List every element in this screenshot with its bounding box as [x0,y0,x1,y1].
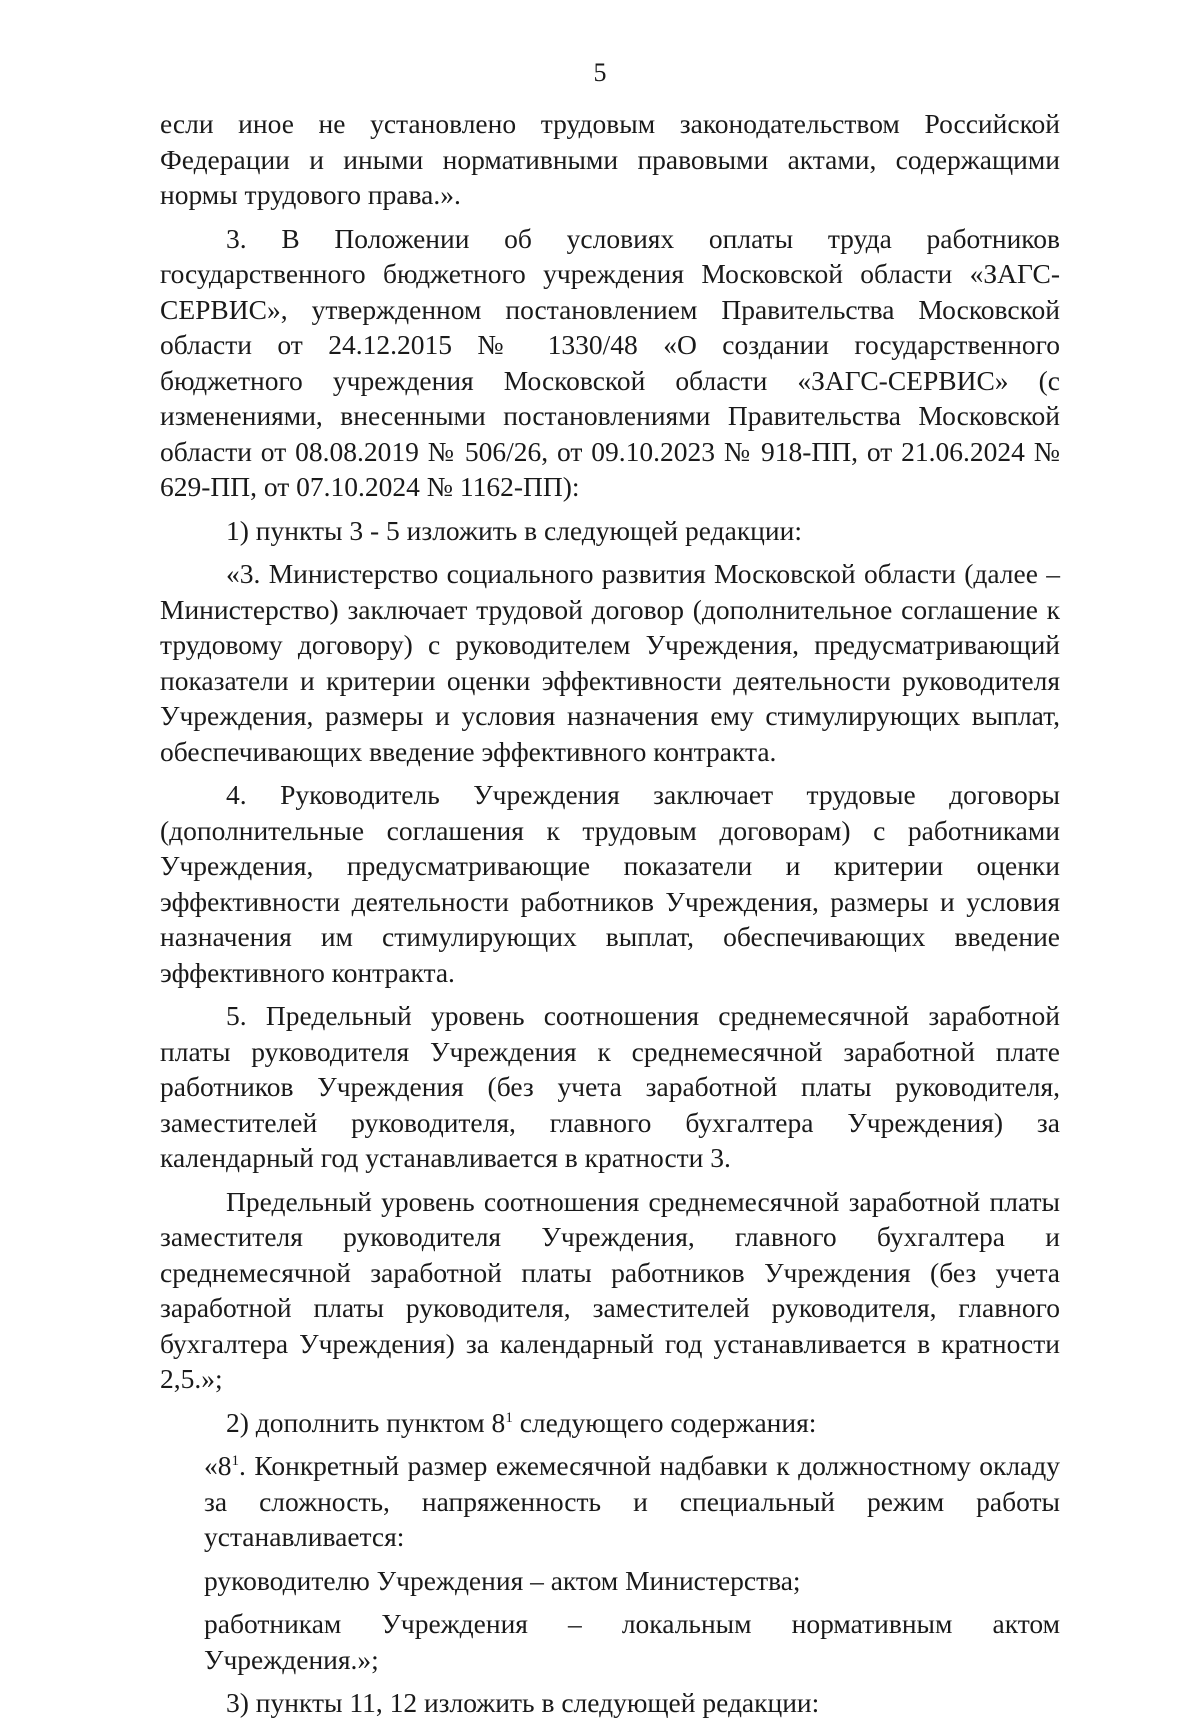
page-number: 5 [593,58,607,87]
paragraph-staff-rule: работникам Учреждения – локальным нормативным актом Учреждения.»; [204,1608,1060,1675]
paragraph-subitem-2 [160,1405,1060,1441]
point-8-1-text-end: . Конкретный размер ежемесячной надбавки к должностному окладу за сложность, напряженность и специальный режим работы устанавливается: [204,1450,1060,1552]
superscript: 1 [505,1409,513,1426]
superscript: 1 [231,1452,239,1469]
point-8-1-text-start: «8 [204,1450,232,1481]
paragraph-point-5-part-2: Предельный уровень соотношения среднемесячной заработной платы заместителя руководителя Учреждения, главного бухгалтера и среднемесячной заработной платы работников Учреждения (без учета заработной платы руководителя, заместителей руководителя, главного бухгалтера Учреждения) за календарный год устанавливается в кратности 2,5.»; [160,1185,1060,1394]
paragraph-point-5: 5. Предельный уровень соотношения среднемесячной заработной платы руководителя Учреждения к среднемесячной заработной плате работников Учреждения (без учета заработной платы руководителя, заместителей руководителя, главного бухгалтера Учреждения) за календарный год устанавливается в кратности 3. [160,1000,1060,1173]
paragraph-item-3: 3. В Положении об условиях оплаты труда работников государственного бюджетного учреждения Московской области «ЗАГС-СЕРВИС», утвержденном постановлением Правительства Московской области от 24.12.2015 № 1330/48 «О создании государственного бюджетного учреждения Московской области «ЗАГС-СЕРВИС» (с изменениями, внесенными постановлениями Правительства Московской области от 08.08.2019 № 506/26, от 09.10.2023 № 918-ПП, от 21.06.2024 № 629-ПП, от 07.10.2024 № 1162-ПП): [160,222,1060,502]
document-body [160,106,1060,1721]
paragraph-continuation: если иное не установлено трудовым законодательством Российской Федерации и иными нормативными правовыми актами, содержащими нормы трудового права.». [160,108,1060,210]
paragraph-point-8-1 [160,1448,1060,1555]
paragraph-subitem-3: 3) пункты 11, 12 изложить в следующей редакции: [226,1687,820,1718]
paragraph-subitem-1: 1) пункты 3 - 5 изложить в следующей редакции: [226,514,802,546]
paragraph-head-rule: руководителю Учреждения – актом Министерства; [204,1564,801,1596]
paragraph-point-4: 4. Руководитель Учреждения заключает трудовые договоры (дополнительные соглашения к трудовым договорам) с работниками Учреждения, предусматривающие показатели и критерии оценки эффективности деятельности работников Учреждения, размеры и условия назначения им стимулирующих выплат, обеспечивающих введение эффективного контракта. [160,779,1060,988]
paragraph-point-3: «3. Министерство социального развития Московской области (далее – Министерство) заключает трудовой договор (дополнительное соглашение к трудовому договору) с руководителем Учреждения, предусматривающий показатели и критерии оценки эффективности деятельности руководителя Учреждения, размеры и условия назначения ему стимулирующих выплат, обеспечивающих введение эффективного контракта. [160,558,1060,767]
subitem-2-text-start: 2) дополнить пунктом 8 [226,1406,506,1438]
subitem-2-text-end: следующего содержания: [512,1406,817,1438]
